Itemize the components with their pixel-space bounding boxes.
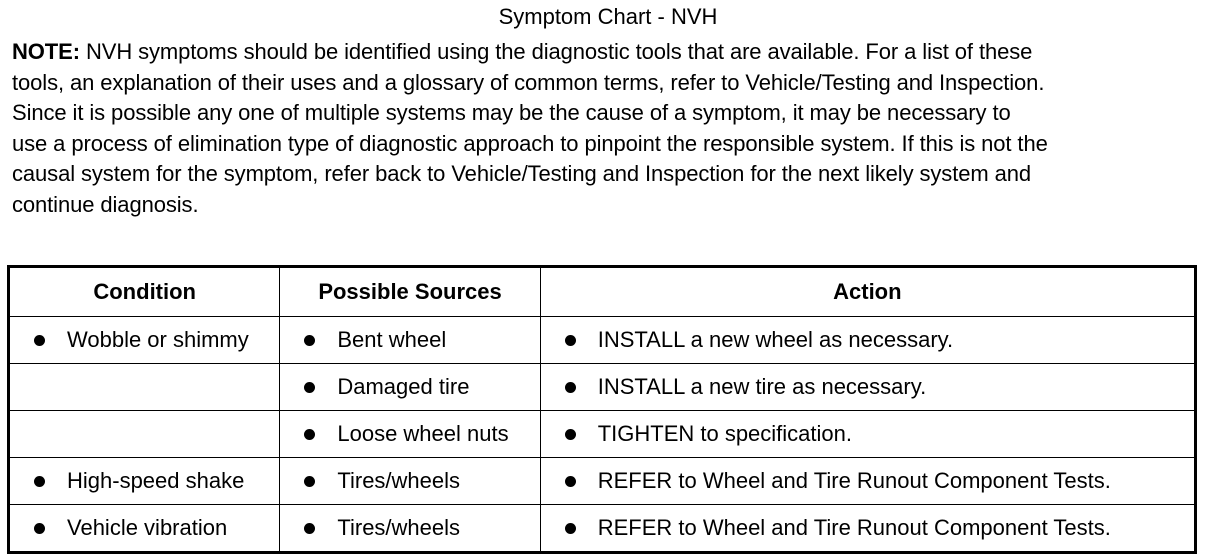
source-text: Bent wheel	[337, 327, 447, 352]
table-header-row	[9, 267, 1196, 317]
note-line	[12, 37, 1212, 68]
source-cell	[280, 364, 540, 411]
note-paragraph	[12, 37, 1212, 220]
action-cell	[540, 317, 1195, 364]
condition-text: Vehicle vibration	[67, 515, 228, 540]
source-text: Loose wheel nuts	[337, 421, 509, 446]
bullet-icon	[304, 335, 315, 346]
action-text: REFER to Wheel and Tire Runout Component Tests.	[597, 468, 1111, 493]
table-row	[9, 411, 1196, 458]
bullet-icon	[565, 523, 576, 534]
bullet-icon	[34, 335, 45, 346]
condition-cell	[9, 505, 280, 553]
action-cell	[540, 458, 1195, 505]
source-cell	[280, 411, 540, 458]
table-row	[9, 458, 1196, 505]
source-text: Damaged tire	[337, 374, 470, 399]
action-cell	[540, 411, 1195, 458]
action-text: REFER to Wheel and Tire Runout Component Tests.	[597, 515, 1111, 540]
column-header-condition: Condition	[9, 267, 280, 317]
bullet-icon	[304, 429, 315, 440]
column-header-action: Action	[540, 267, 1195, 317]
bullet-icon	[304, 523, 315, 534]
action-text: TIGHTEN to specification.	[597, 421, 853, 446]
condition-cell	[9, 317, 280, 364]
note-line: causal system for the symptom, refer back to Vehicle/Testing and Inspection for the next likely system and	[12, 161, 1031, 186]
symptom-table	[7, 265, 1197, 554]
column-header-possible-sources: Possible Sources	[280, 267, 540, 317]
condition-text: High-speed shake	[67, 468, 245, 493]
bullet-icon	[565, 429, 576, 440]
table-row	[9, 505, 1196, 553]
source-cell	[280, 317, 540, 364]
source-text: Tires/wheels	[337, 515, 461, 540]
source-cell	[280, 458, 540, 505]
table-row	[9, 317, 1196, 364]
bullet-icon	[565, 335, 576, 346]
source-cell	[280, 505, 540, 553]
condition-text: Wobble or shimmy	[67, 327, 249, 352]
bullet-icon	[34, 523, 45, 534]
note-label: NOTE:	[12, 39, 80, 64]
bullet-icon	[304, 476, 315, 487]
condition-cell	[9, 364, 280, 411]
action-text: INSTALL a new tire as necessary.	[597, 374, 927, 399]
bullet-icon	[565, 382, 576, 393]
condition-cell	[9, 458, 280, 505]
note-line: Since it is possible any one of multiple systems may be the cause of a symptom, it may be necessary to	[12, 100, 1011, 125]
note-line: use a process of elimination type of diagnostic approach to pinpoint the responsible system. If this is not the	[12, 130, 1048, 156]
note-line: continue diagnosis.	[12, 191, 199, 217]
source-text: Tires/wheels	[337, 468, 461, 493]
table-row	[9, 364, 1196, 411]
note-line: tools, an explanation of their uses and a glossary of common terms, refer to Vehicle/Testing and Inspection.	[12, 69, 1045, 95]
note-text: NVH symptoms should be identified using the diagnostic tools that are available. For a list of these	[79, 39, 1033, 64]
bullet-icon	[565, 476, 576, 487]
bullet-icon	[34, 476, 45, 487]
bullet-icon	[304, 382, 315, 393]
condition-cell	[9, 411, 280, 458]
action-cell	[540, 364, 1195, 411]
page-title: Symptom Chart - NVH	[498, 4, 718, 29]
action-cell	[540, 505, 1195, 553]
action-text: INSTALL a new wheel as necessary.	[597, 327, 954, 352]
